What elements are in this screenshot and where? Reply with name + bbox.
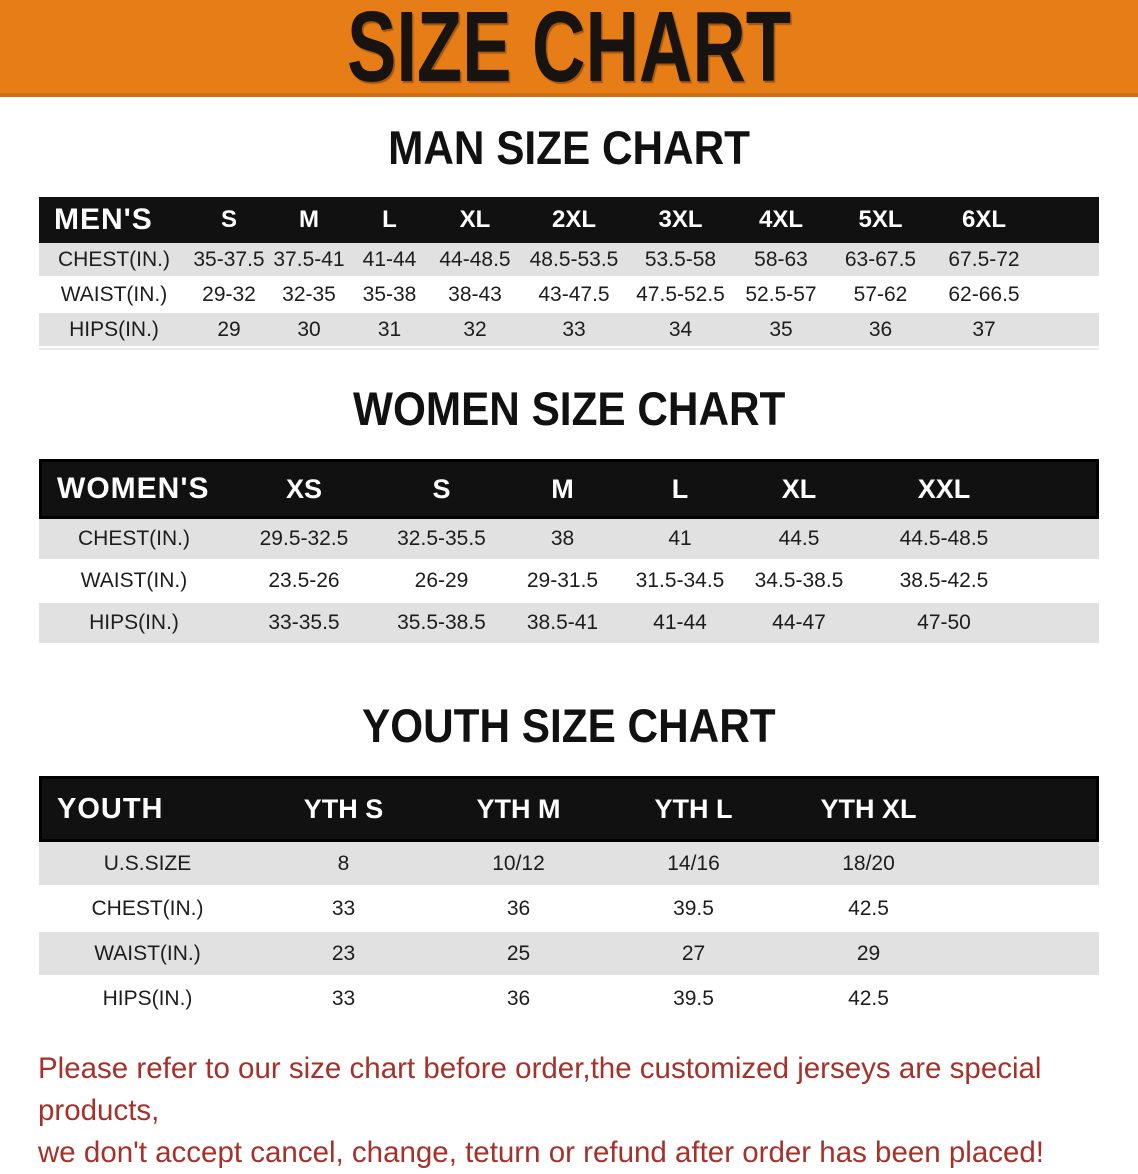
column-header: XL [739,459,859,519]
column-header: 6XL [932,197,1036,243]
cell: 44-48.5 [430,243,520,278]
cell: 53.5-58 [628,243,733,278]
cell-filler [956,887,1099,932]
table-row [39,243,1099,278]
column-header: S [379,459,504,519]
cell: 14/16 [606,842,781,887]
youth-size-table [39,776,1099,1022]
column-header: L [349,197,430,243]
cell: 44.5 [739,519,859,561]
cell: 44-47 [739,603,859,645]
row-label: WAIST(IN.) [39,561,229,603]
cell: 36 [431,887,606,932]
row-label: CHEST(IN.) [39,243,189,278]
cell: 36 [829,313,932,348]
cell: 29.5-32.5 [229,519,379,561]
column-header: 2XL [520,197,628,243]
cell: 38.5-41 [504,603,621,645]
man-size-chart-heading [0,121,1138,174]
header-filler [956,776,1099,842]
cell: 62-66.5 [932,278,1036,313]
cell: 33 [256,887,431,932]
table-row [39,278,1099,313]
header-filler [1036,197,1099,243]
column-header: 4XL [733,197,829,243]
row-label: U.S.SIZE [39,842,256,887]
cell: 23.5-26 [229,561,379,603]
cell: 37.5-41 [269,243,349,278]
cell: 31.5-34.5 [621,561,739,603]
cell-filler [1036,313,1099,348]
cell: 48.5-53.5 [520,243,628,278]
cell: 32 [430,313,520,348]
women-size-chart-heading-text: WOMEN SIZE CHART [352,382,786,435]
cell: 63-67.5 [829,243,932,278]
row-label: HIPS(IN.) [39,313,189,348]
table-row [39,603,1099,645]
cell: 26-29 [379,561,504,603]
cell: 52.5-57 [733,278,829,313]
table-header-row [39,459,1099,519]
table-corner-label: MEN'S [39,197,189,243]
table-row [39,519,1099,561]
table-row [39,932,1099,977]
cell: 33-35.5 [229,603,379,645]
cell: 34 [628,313,733,348]
row-label: HIPS(IN.) [39,603,229,645]
cell: 38.5-42.5 [859,561,1029,603]
women-size-chart-heading [0,382,1138,435]
cell: 29-31.5 [504,561,621,603]
cell-filler [1029,561,1099,603]
cell: 35-37.5 [189,243,269,278]
table-row [39,977,1099,1022]
cell: 36 [431,977,606,1022]
table-row [39,842,1099,887]
row-label: CHEST(IN.) [39,887,256,932]
cell: 33 [256,977,431,1022]
cell: 39.5 [606,977,781,1022]
table-header-row [39,776,1099,842]
size-chart-banner [0,0,1138,103]
man-size-chart-heading-text: MAN SIZE CHART [388,121,750,174]
cell: 38-43 [430,278,520,313]
cell: 47.5-52.5 [628,278,733,313]
column-header: YTH L [606,776,781,842]
cell: 41-44 [621,603,739,645]
column-header: XS [229,459,379,519]
youth-size-chart-heading [0,699,1138,752]
table-header-row [39,197,1099,243]
cell: 30 [269,313,349,348]
cell: 29 [189,313,269,348]
cell: 41-44 [349,243,430,278]
disclaimer-line-2: we don't accept cancel, change, teturn or refund after order has been placed! [38,1135,1044,1169]
cell: 39.5 [606,887,781,932]
column-header: XXL [859,459,1029,519]
column-header: YTH XL [781,776,956,842]
cell: 67.5-72 [932,243,1036,278]
cell: 44.5-48.5 [859,519,1029,561]
disclaimer-text [38,1048,1138,1174]
header-filler [1029,459,1099,519]
cell-filler [1036,278,1099,313]
cell: 35 [733,313,829,348]
cell: 34.5-38.5 [739,561,859,603]
column-header: M [269,197,349,243]
cell: 27 [606,932,781,977]
column-header: YTH S [256,776,431,842]
column-header: 3XL [628,197,733,243]
cell: 47-50 [859,603,1029,645]
cell: 18/20 [781,842,956,887]
size-chart-title: SIZE CHART [347,0,791,103]
cell: 25 [431,932,606,977]
cell-filler [1029,603,1099,645]
cell: 32.5-35.5 [379,519,504,561]
cell-filler [1029,519,1099,561]
table-corner-label: WOMEN'S [39,459,229,519]
cell: 42.5 [781,977,956,1022]
column-header: 5XL [829,197,932,243]
cell: 32-35 [269,278,349,313]
cell-filler [956,932,1099,977]
table-row [39,887,1099,932]
cell: 37 [932,313,1036,348]
cell: 43-47.5 [520,278,628,313]
cell: 38 [504,519,621,561]
cell-filler [956,842,1099,887]
row-label: HIPS(IN.) [39,977,256,1022]
youth-size-chart-heading-text: YOUTH SIZE CHART [362,699,776,752]
column-header: L [621,459,739,519]
cell: 31 [349,313,430,348]
cell: 57-62 [829,278,932,313]
column-header: M [504,459,621,519]
cell: 10/12 [431,842,606,887]
row-label: WAIST(IN.) [39,932,256,977]
cell: 8 [256,842,431,887]
cell-filler [1036,243,1099,278]
cell: 29-32 [189,278,269,313]
column-header: YTH M [431,776,606,842]
row-label: WAIST(IN.) [39,278,189,313]
cell: 35-38 [349,278,430,313]
table-row [39,561,1099,603]
cell-filler [956,977,1099,1022]
cell: 42.5 [781,887,956,932]
table-corner-label: YOUTH [39,776,256,842]
disclaimer-line-1: Please refer to our size chart before order,the customized jerseys are special products, [38,1052,1042,1127]
men-size-table [39,197,1099,348]
row-label: CHEST(IN.) [39,519,229,561]
cell: 33 [520,313,628,348]
cell: 41 [621,519,739,561]
cell: 29 [781,932,956,977]
column-header: S [189,197,269,243]
table-row [39,313,1099,348]
women-size-table [39,459,1099,645]
cell: 23 [256,932,431,977]
column-header: XL [430,197,520,243]
cell: 35.5-38.5 [379,603,504,645]
cell: 58-63 [733,243,829,278]
